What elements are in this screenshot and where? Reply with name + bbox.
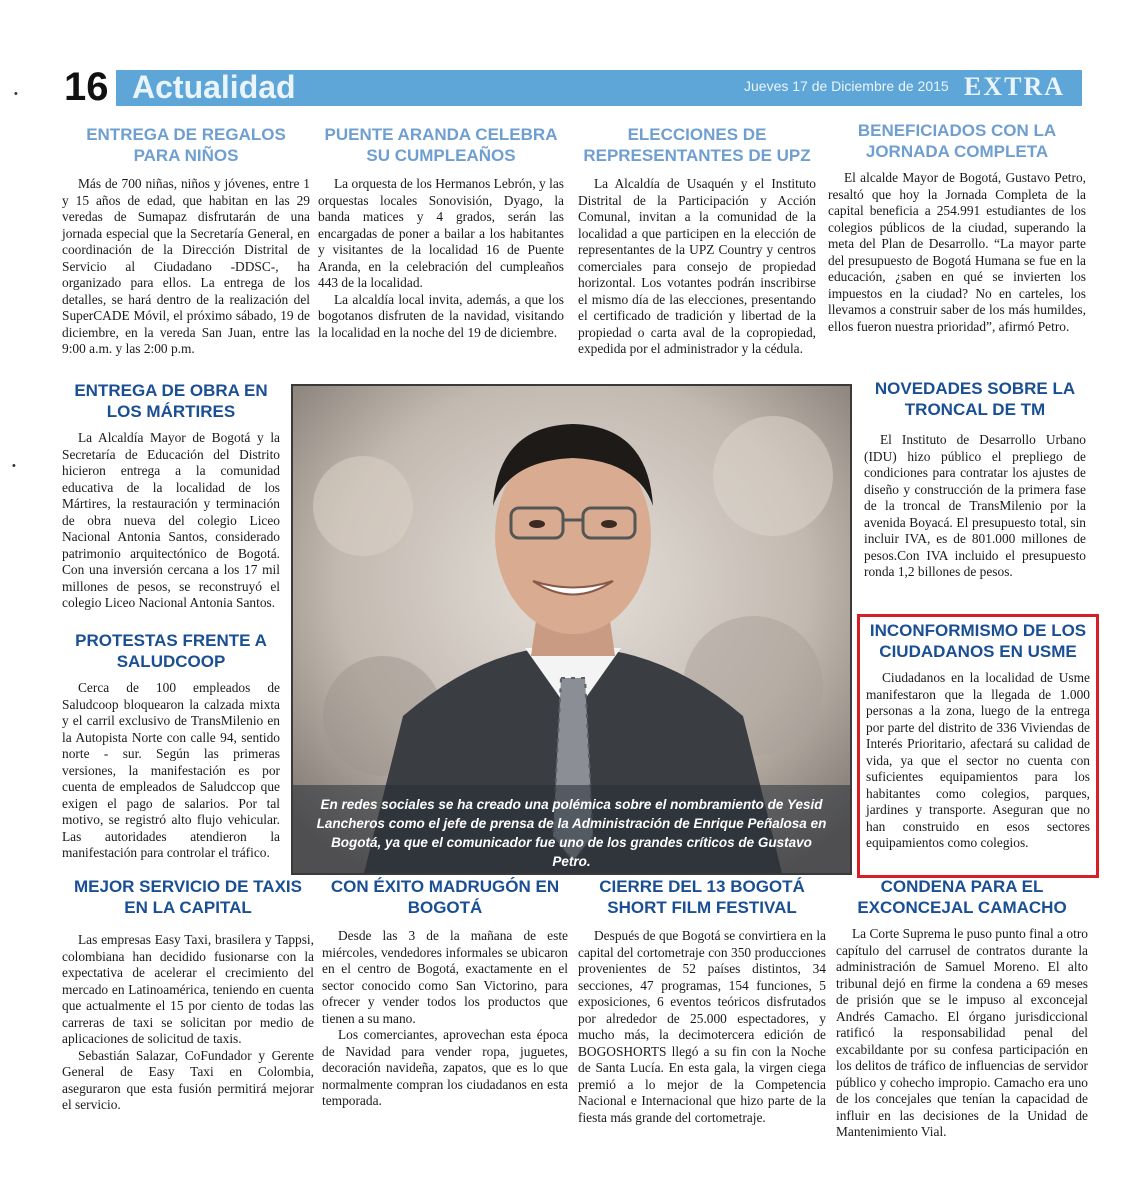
headline: MEJOR SERVICIO DE TAXIS EN LA CAPITAL — [74, 877, 302, 917]
page-header — [54, 66, 1082, 108]
brand-logo: EXTRA — [964, 72, 1066, 101]
paragraph: Más de 700 niñas, niños y jóvenes, entre 1 y 15 años de edad, que habitan en las 29 veredas de Sumapaz disfrutarán de una jornada especial que la Secretaría General, en coordinación de la Dirección Distrital de Servicio al Ciudadano -DDSC-, ha organizado para ellos. La entrega de los detalles, se hará dentro de la realización del SuperCADE Móvil, el próximo sábado, 19 de diciembre, en la vereda San Juan, entre las 9:00 a.m. y las 2:00 p.m. — [62, 176, 310, 356]
article-regalos — [62, 124, 310, 358]
article-body — [836, 926, 1088, 1141]
article-body — [62, 430, 280, 612]
article-usme — [866, 620, 1090, 852]
paragraph: Las empresas Easy Taxi, brasilera y Tappsi, colombiana han decidido fusionarse con la expectativa de acelerar el crecimiento del mercado en Latinoamérica, teniendo en cuenta que actualmente el 15 por ciento de todas las carreras de taxi se solicitan por medio de aplicaciones de solicitud de taxis. — [62, 932, 314, 1046]
article-madrugon — [322, 876, 568, 1110]
article-body — [578, 176, 816, 358]
headline: CIERRE DEL 13 BOGOTÁ SHORT FILM FESTIVAL — [599, 877, 805, 917]
headline: ELECCIONES DE REPRESENTANTES DE UPZ — [583, 125, 811, 165]
margin-dot: • — [12, 460, 16, 472]
headline: NOVEDADES SOBRE LA TRONCAL DE TM — [874, 379, 1076, 419]
article-body — [828, 170, 1086, 335]
paragraph: Sebastián Salazar, CoFundador y Gerente General de Easy Taxi en Colombia, aseguraron que esta fusión permitirá mejorar el servicio. — [62, 1047, 314, 1112]
article-troncal — [864, 378, 1086, 581]
paragraph: La Corte Suprema le puso punto final a otro capítulo del carrusel de contratos durante la administración de Samuel Moreno. El alto tribunal dejó en firme la condena a 69 meses de prisión que se le impuso al exconcejal Andrés Camacho. El órgano jurisdiccional ratificó la responsabilidad penal del excabildante por su confesa participación en los delitos de tráfico de influencias de servidor público y cohecho impropio. Camacho era uno de los concejales que tenían la capacidad de influir en las decisiones de la Unidad de Mantenimiento Vial. — [836, 926, 1088, 1139]
headline: ENTREGA DE REGALOS PARA NIÑOS — [86, 125, 286, 165]
page-number: 16 — [64, 65, 109, 109]
article-jornada — [828, 120, 1086, 335]
margin-dot: • — [14, 88, 18, 100]
article-upz — [578, 124, 816, 358]
paragraph: La Alcaldía de Usaquén y el Instituto Distrital de la Participación y Acción Comunal, invitan a la comunidad de la localidad a que participen en la elección de representantes de la UPZ Country y centros comerciales para consejo de propiedad horizontal. Los votantes podrán inscribirse el mismo día de las elecciones, presentando el certificado de tradición y libertad de la propiedad o carta aval de la copropiedad, expedida por el administrador y la cédula. — [578, 176, 816, 356]
headline: PUENTE ARANDA CELEBRA SU CUMPLEAÑOS — [324, 125, 558, 165]
section-title: Actualidad — [132, 69, 296, 105]
headline: CONDENA PARA EL EXCONCEJAL CAMACHO — [857, 877, 1067, 917]
paragraph: Ciudadanos en la localidad de Usme manifestaron que la llegada de 1.000 personas a la zona, luego de la entrega por parte del distrito de 336 Viviendas de Interés Prioritario, afectará su calidad de vida, ya que el sector no cuenta con suficientes equipamientos para los habitantes como colegios, parques, jardines y transporte. Aseguran que no han construido en esos sectores equipamientos como colegios. — [866, 670, 1090, 850]
article-body — [318, 176, 564, 341]
feature-photo — [291, 384, 852, 875]
paragraph: Cerca de 100 empleados de Saludcoop bloquearon la calzada mixta y el carril exclusivo de TransMilenio en la Autopista Norte con calle 94, sentido norte - sur. Según las primeras versiones, la manifestación es por cuenta de empleados de Saludccop que exigen el pago de salarios. Por tal motivo, se registró alto flujo vehicular. Las autoridades atendieron la manifestación para controlar el tráfico. — [62, 680, 280, 860]
issue-date: Jueves 17 de Diciembre de 2015 — [744, 78, 949, 94]
paragraph: Desde las 3 de la mañana de este miércoles, vendedores informales se ubicaron en el centro de Bogotá, exactamente en el sector conocido como San Victorino, para ofrecer y vender todos los productos que tienen a su mano. — [322, 928, 568, 1026]
article-body — [62, 680, 280, 862]
article-body — [578, 928, 826, 1126]
article-taxis — [62, 876, 314, 1114]
article-body — [62, 932, 314, 1114]
article-puente — [318, 124, 564, 341]
photo-caption: En redes sociales se ha creado una polémica sobre el nombramiento de Yesid Lancheros como el jefe de prensa de la Administración de Enrique Peñalosa en Bogotá, ya que el comunicador fue uno de los grandes críticos de Gustavo Petro. — [293, 785, 850, 873]
article-body — [864, 432, 1086, 581]
article-martires — [62, 380, 280, 612]
paragraph: El Instituto de Desarrollo Urbano (IDU) hizo público el prepliego de condiciones para contratar los ajustes de diseño y construcción de la primera fase de la troncal de TransMilenio por la avenida Boyacá. El presupuesto total, sin incluir IVA, es de 801.000 millones de pesos.Con IVA incluido el presupuesto ronda 1,2 billones de pesos. — [864, 432, 1086, 579]
paragraph: El alcalde Mayor de Bogotá, Gustavo Petro, resaltó que hoy la Jornada Completa de la capital beneficia a 254.991 estudiantes de los colegios públicos de la ciudad, superando la meta del Plan de Desarrollo. “La mayor parte del presupuesto de Bogotá Humana se fue en la educación, ¿saben en qué se invierten los impuestos en la ciudad? No en carteles, los llevamos a construir saber de los más humildes, ellos fueron nuestra prioridad”, afirmó Petro. — [828, 170, 1086, 334]
headline: CON ÉXITO MADRUGÓN EN BOGOTÁ — [330, 877, 560, 917]
paragraph: Después de que Bogotá se convirtiera en la capital del cortometraje con 350 producciones provenientes de 52 países distintos, 34 secciones, 47 programas, 154 funciones, 5 exposiciones, 6 eventos teóricos disfrutados por alrededor de 25.000 espectadores, y mucho más, la decimotercera edición de BOGOSHORTS llegó a su fin con la Noche de Santa Lucía. En esta gala, la virgen ciega premió a lo mejor de la Competencia Nacional e Internacional que hizo parte de la fiesta más grande del cortometraje. — [578, 928, 826, 1125]
article-body — [322, 928, 568, 1110]
article-camacho — [836, 876, 1088, 1141]
paragraph: La orquesta de los Hermanos Lebrón, y las orquestas locales Sonovisión, Dyago, la banda matices y 4 grados, serán las encargadas de poner a bailar a los habitantes y visitantes de la localidad 16 de Puente Aranda, en la celebración del cumpleaños 443 de la localidad. — [318, 176, 564, 290]
headline: INCONFORMISMO DE LOS CIUDADANOS EN USME — [869, 621, 1087, 661]
headline: PROTESTAS FRENTE A SALUDCOOP — [75, 631, 267, 671]
paragraph: La alcaldía local invita, además, a que los bogotanos disfruten de la navidad, visitando la localidad en la noche del 19 de diciembre. — [318, 291, 564, 340]
headline: BENEFICIADOS CON LA JORNADA COMPLETA — [857, 121, 1057, 161]
article-saludcoop — [62, 630, 280, 862]
headline: ENTREGA DE OBRA EN LOS MÁRTIRES — [74, 381, 268, 421]
article-body — [62, 176, 310, 358]
article-festival — [578, 876, 826, 1126]
paragraph: Los comerciantes, aprovechan esta época de Navidad para vender ropa, juguetes, decoración navideña, zapatos, que es lo que normalmente compran los ciudadanos en esta temporada. — [322, 1027, 568, 1108]
article-body — [866, 670, 1090, 852]
paragraph: La Alcaldía Mayor de Bogotá y la Secretaría de Educación del Distrito hicieron entrega a la comunidad educativa de la localidad de los Mártires, la restauración y terminación de obra nueva del colegio Liceo Nacional Antonia Santos, considerado patrimonio arquitectónico de Bogotá. Con una inversión cercana a los 17 mil millones de pesos, se reconstruyó el colegio Liceo Nacional Antonia Santos. — [62, 430, 280, 610]
